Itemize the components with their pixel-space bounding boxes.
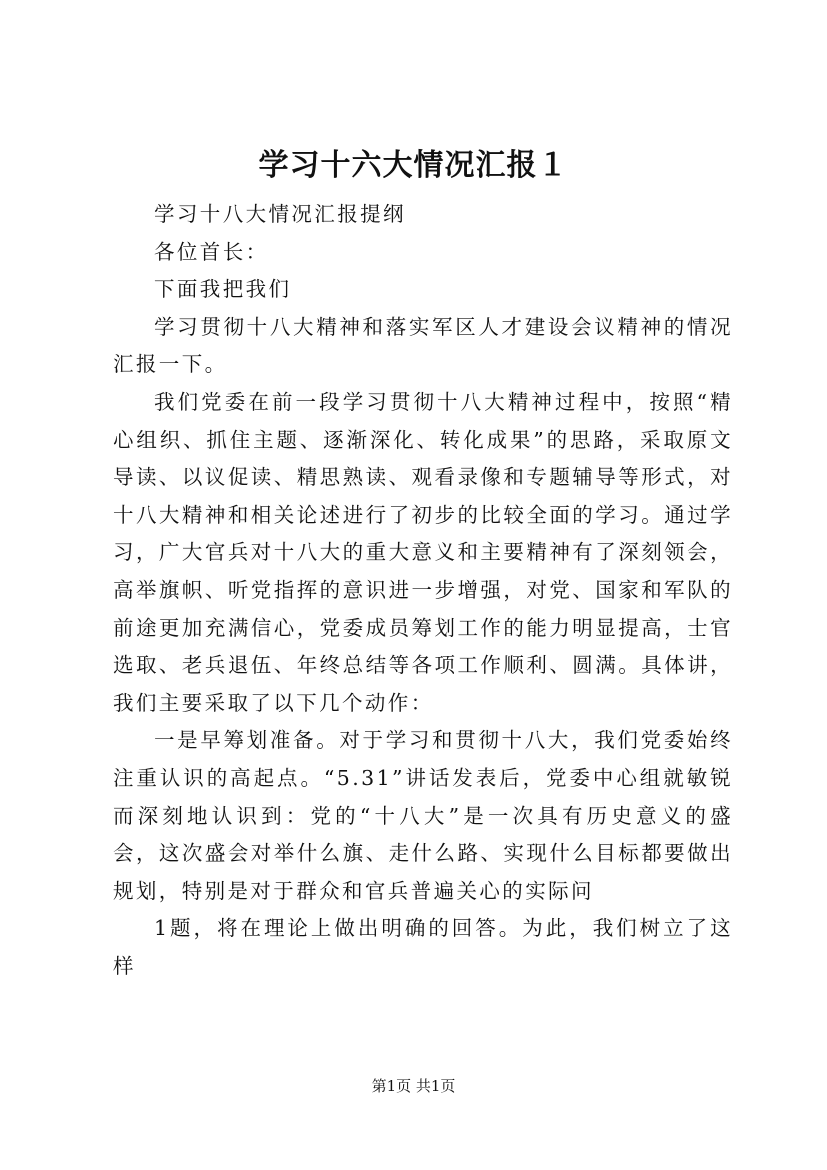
page-footer: 第1页 共1页 [371,1077,456,1095]
paragraph-intro: 下面我把我们 [154,277,292,302]
paragraph-early-planning: 一是早筹划准备。对于学习和贯彻十八大，我们党委始终注重认识的高起点。“5.31”讲话发表后，党委中心组就敏锐而深刻地认识到：党的“十八大”是一次具有历史意义的盛会，这次盛会对举什么旗、走什么路、实现什么目标都要做出规划，特别是对于群众和官兵普遍关心的实际问 [113,728,733,903]
paragraph-report-statement: 学习贯彻十八大精神和落实军区人才建设会议精神的情况汇报一下。 [113,314,733,377]
document-title: 学习十六大情况汇报１ [258,148,569,183]
paragraph-salutation: 各位首长： [154,239,269,264]
paragraph-study-summary: 我们党委在前一段学习贯彻十八大精神过程中，按照“精心组织、抓住主题、逐渐深化、转化成果”的思路，采取原文导读、以议促读、精思熟读、观看录像和专题辅导等形式，对十八大精神和相关论述进行了初步的比较全面的学习。通过学习，广大官兵对十八大的重大意义和主要精神有了深刻领会，高举旗帜、听党指挥的意识进一步增强，对党、国家和军队的前途更加充满信心，党委成员筹划工作的能力明显提高，士官选取、老兵退伍、年终总结等各项工作顺利、圆满。具体讲，我们主要采取了以下几个动作： [113,389,733,715]
document-body [113,196,733,985]
paragraph-continuation: 1题，将在理论上做出明确的回答。为此，我们树立了这样 [113,916,733,978]
paragraph-outline-heading: 学习十八大情况汇报提纲 [154,202,406,226]
